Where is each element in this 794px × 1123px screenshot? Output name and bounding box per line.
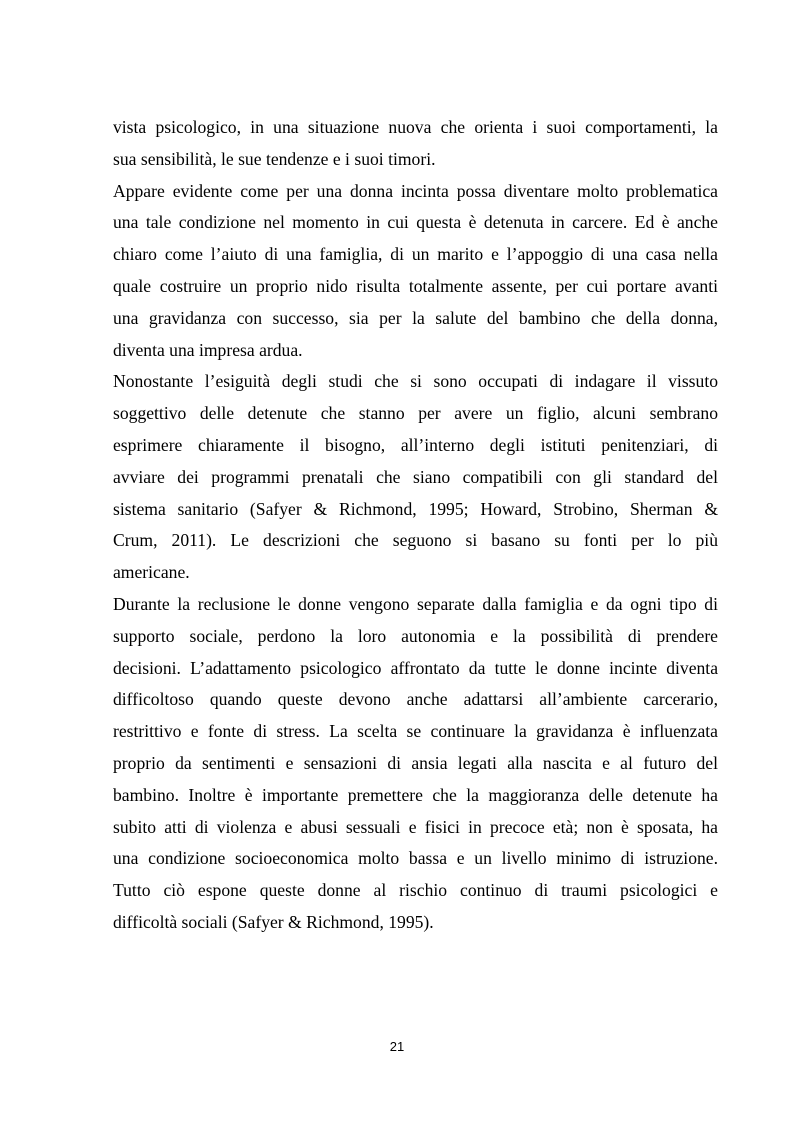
text-line: americane. [113, 562, 190, 583]
text-line: diventa una impresa ardua. [113, 339, 303, 360]
text-line: soggettivo delle detenute che stanno per avere un figlio, alcuni sembrano [113, 403, 718, 424]
text-line: supporto sociale, perdono la loro autonomia e la possibilità di prendere [113, 625, 718, 646]
page-number: 21 [389, 1039, 405, 1054]
text-line: Tutto ciò espone queste donne al rischio continuo di traumi psicologici e [113, 880, 718, 901]
text-line: una gravidanza con successo, sia per la salute del bambino che della donna, [113, 307, 718, 328]
text-line: Nonostante l’esiguità degli studi che si sono occupati di indagare il vissuto [113, 371, 718, 392]
text-line: sua sensibilità, le sue tendenze e i suoi timori. [113, 148, 436, 169]
text-line: sistema sanitario (Safyer & Richmond, 1995; Howard, Strobino, Sherman & [113, 498, 718, 519]
text-line: una condizione socioeconomica molto bassa e un livello minimo di istruzione. [113, 848, 718, 869]
text-line: decisioni. L’adattamento psicologico affrontato da tutte le donne incinte diventa [113, 657, 718, 678]
text-line: chiaro come l’aiuto di una famiglia, di un marito e l’appoggio di una casa nella [113, 244, 718, 265]
text-line: restrittivo e fonte di stress. La scelta se continuare la gravidanza è influenzata [113, 721, 718, 742]
paragraph [113, 112, 718, 176]
text-line: avviare dei programmi prenatali che siano compatibili con gli standard del [113, 466, 718, 487]
text-line: difficoltoso quando queste devono anche adattarsi all’ambiente carcerario, [113, 689, 718, 710]
document-body [113, 112, 718, 939]
paragraph [113, 176, 718, 367]
text-line: Durante la reclusione le donne vengono separate dalla famiglia e da ogni tipo di [113, 593, 718, 614]
text-line: esprimere chiaramente il bisogno, all’interno degli istituti penitenziari, di [113, 434, 718, 455]
text-line: subito atti di violenza e abusi sessuali e fisici in precoce età; non è sposata, ha [113, 816, 718, 837]
text-line: Crum, 2011). Le descrizioni che seguono si basano su fonti per lo più [113, 530, 718, 551]
paragraph [113, 589, 718, 939]
paragraph [113, 366, 718, 589]
text-line: difficoltà sociali (Safyer & Richmond, 1995). [113, 911, 434, 932]
text-line: proprio da sentimenti e sensazioni di ansia legati alla nascita e al futuro del [113, 752, 718, 773]
text-line: vista psicologico, in una situazione nuova che orienta i suoi comportamenti, la [113, 117, 718, 137]
text-line: bambino. Inoltre è importante premettere che la maggioranza delle detenute ha [113, 784, 718, 805]
text-line: una tale condizione nel momento in cui questa è detenuta in carcere. Ed è anche [113, 212, 718, 233]
text-line: quale costruire un proprio nido risulta totalmente assente, per cui portare avanti [113, 275, 718, 296]
text-line: Appare evidente come per una donna incinta possa diventare molto problematica [113, 180, 718, 201]
